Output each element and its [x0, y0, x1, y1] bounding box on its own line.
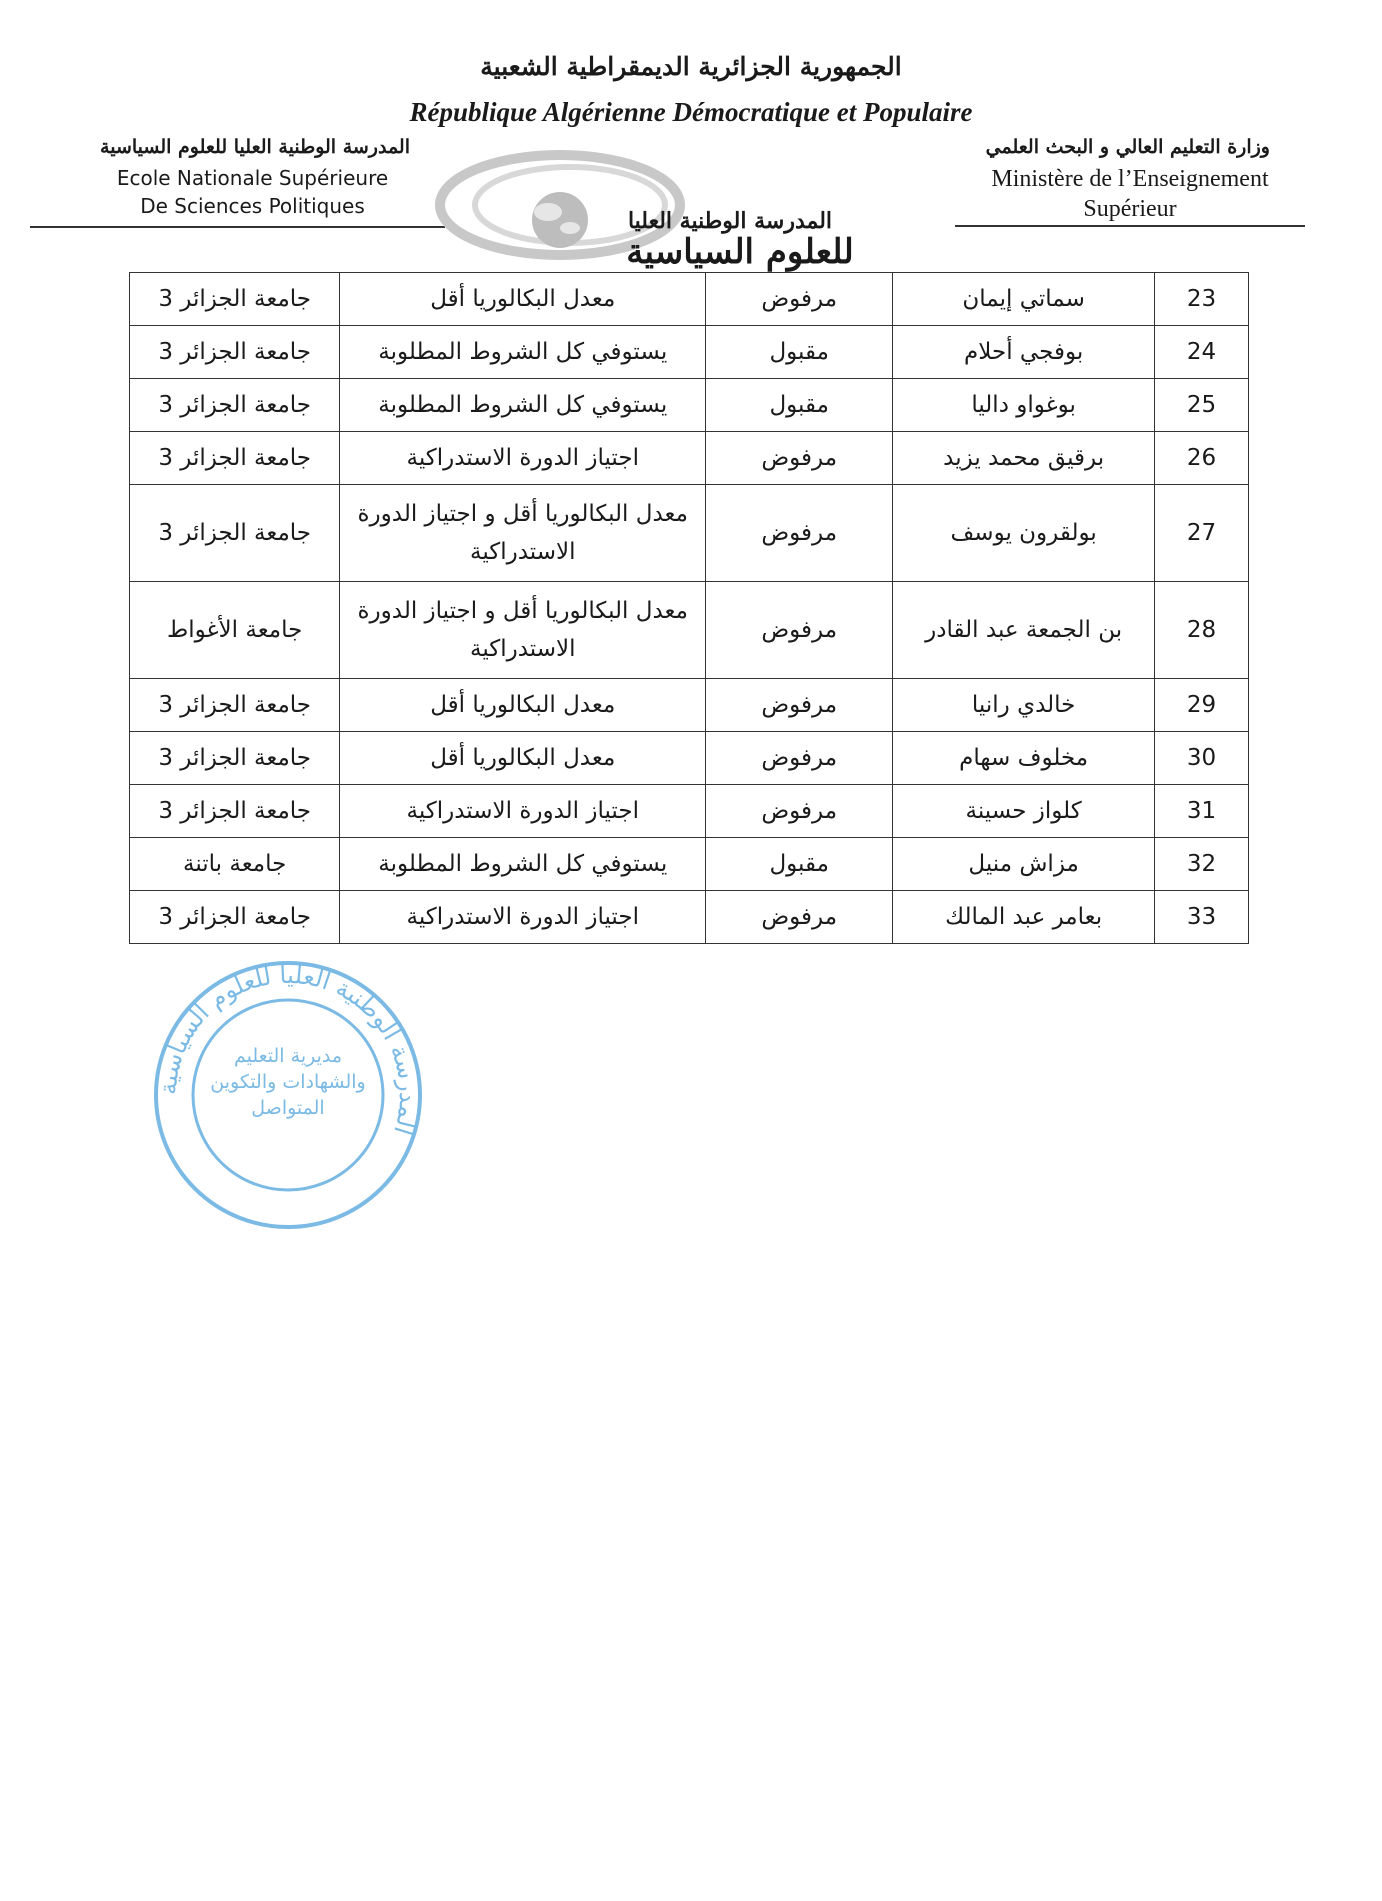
status-cell: مرفوض: [706, 582, 893, 679]
university-cell: جامعة الجزائر 3: [130, 432, 340, 485]
reason-cell: اجتياز الدورة الاستدراكية: [340, 785, 706, 838]
table-row: [130, 838, 1249, 891]
row-number: 30: [1154, 732, 1248, 785]
header-rule-right: [955, 225, 1305, 227]
student-name: كلواز حسينة: [893, 785, 1155, 838]
status-cell: مقبول: [706, 838, 893, 891]
status-cell: مرفوض: [706, 785, 893, 838]
table-row: [130, 273, 1249, 326]
row-number: 23: [1154, 273, 1248, 326]
university-cell: جامعة الجزائر 3: [130, 326, 340, 379]
reason-cell: معدل البكالوريا أقل و اجتياز الدورة الاستدراكية: [340, 485, 706, 582]
student-name: مخلوف سهام: [893, 732, 1155, 785]
row-number: 24: [1154, 326, 1248, 379]
university-cell: جامعة الأغواط: [130, 582, 340, 679]
status-cell: مرفوض: [706, 732, 893, 785]
status-cell: مرفوض: [706, 679, 893, 732]
reason-cell: معدل البكالوريا أقل: [340, 679, 706, 732]
reason-cell: يستوفي كل الشروط المطلوبة: [340, 379, 706, 432]
status-cell: مرفوض: [706, 273, 893, 326]
republic-title-ar: الجمهورية الجزائرية الديمقراطية الشعبية: [480, 52, 902, 81]
row-number: 25: [1154, 379, 1248, 432]
school-header: [95, 136, 410, 220]
logo-text-line1: المدرسة الوطنية العليا: [627, 208, 833, 234]
student-name: بعامر عبد المالك: [893, 891, 1155, 944]
republic-title-fr: République Algérienne Démocratique et Populaire: [409, 97, 973, 127]
reason-cell: معدل البكالوريا أقل: [340, 273, 706, 326]
table-row: [130, 732, 1249, 785]
table-row: [130, 485, 1249, 582]
reason-cell: يستوفي كل الشروط المطلوبة: [340, 838, 706, 891]
student-name: بن الجمعة عبد القادر: [893, 582, 1155, 679]
student-name: خالدي رانيا: [893, 679, 1155, 732]
university-cell: جامعة الجزائر 3: [130, 679, 340, 732]
student-name: برقيق محمد يزيد: [893, 432, 1155, 485]
row-number: 33: [1154, 891, 1248, 944]
row-number: 29: [1154, 679, 1248, 732]
row-number: 31: [1154, 785, 1248, 838]
reason-cell: معدل البكالوريا أقل و اجتياز الدورة الاستدراكية: [340, 582, 706, 679]
university-cell: جامعة الجزائر 3: [130, 485, 340, 582]
status-cell: مرفوض: [706, 485, 893, 582]
school-name-fr-line2: De Sciences Politiques: [140, 194, 365, 218]
reason-cell: معدل البكالوريا أقل: [340, 732, 706, 785]
student-name: سماتي إيمان: [893, 273, 1155, 326]
school-name-ar: المدرسة الوطنية العليا للعلوم السياسية: [100, 136, 410, 158]
stamp-inner-text: مديرية التعليم والشهادات والتكوين المتواصل: [210, 1045, 366, 1119]
table-row: [130, 679, 1249, 732]
school-name-fr-line1: Ecole Nationale Supérieure: [116, 166, 389, 190]
stamp-seal-icon: [148, 955, 428, 1235]
status-cell: مقبول: [706, 326, 893, 379]
reason-cell: اجتياز الدورة الاستدراكية: [340, 432, 706, 485]
ministry-header: [970, 136, 1290, 224]
table-row: [130, 432, 1249, 485]
stamp-outer-text: المدرسة الوطنية العليا للعلوم السياسية: [153, 960, 423, 1139]
row-number: 28: [1154, 582, 1248, 679]
reason-cell: اجتياز الدورة الاستدراكية: [340, 891, 706, 944]
status-cell: مرفوض: [706, 891, 893, 944]
official-stamp: [148, 955, 428, 1235]
university-cell: جامعة الجزائر 3: [130, 732, 340, 785]
table-row: [130, 582, 1249, 679]
row-number: 27: [1154, 485, 1248, 582]
header-rule-left: [30, 226, 445, 228]
student-name: بولقرون يوسف: [893, 485, 1155, 582]
university-cell: جامعة الجزائر 3: [130, 273, 340, 326]
table-row: [130, 785, 1249, 838]
student-name: بوفجي أحلام: [893, 326, 1155, 379]
university-cell: جامعة الجزائر 3: [130, 785, 340, 838]
table-row: [130, 891, 1249, 944]
reason-cell: يستوفي كل الشروط المطلوبة: [340, 326, 706, 379]
ministry-name-fr-line2: Supérieur: [1083, 196, 1177, 222]
logo-text-line2: للعلوم السياسية: [626, 232, 854, 272]
status-cell: مرفوض: [706, 432, 893, 485]
results-table: [129, 272, 1249, 944]
ministry-name-fr-line1: Ministère de l’Enseignement: [991, 166, 1269, 192]
table-row: [130, 379, 1249, 432]
student-name: بوغواو داليا: [893, 379, 1155, 432]
university-cell: جامعة باتنة: [130, 838, 340, 891]
table-row: [130, 326, 1249, 379]
status-cell: مقبول: [706, 379, 893, 432]
row-number: 26: [1154, 432, 1248, 485]
row-number: 32: [1154, 838, 1248, 891]
student-name: مزاش منيل: [893, 838, 1155, 891]
university-cell: جامعة الجزائر 3: [130, 891, 340, 944]
ministry-name-ar: وزارة التعليم العالي و البحث العلمي: [985, 136, 1270, 158]
university-cell: جامعة الجزائر 3: [130, 379, 340, 432]
